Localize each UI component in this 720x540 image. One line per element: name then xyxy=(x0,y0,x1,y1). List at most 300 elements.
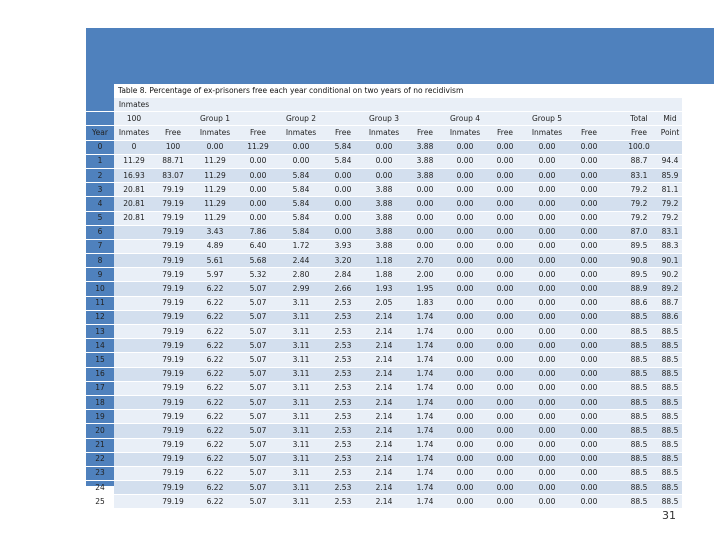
table-cell: 3.88 xyxy=(362,211,406,225)
header-band xyxy=(86,28,714,84)
table-cell: 5.32 xyxy=(238,268,278,282)
header-cell: Free xyxy=(238,126,278,140)
table-cell xyxy=(608,481,620,495)
table-cell: 21 xyxy=(86,438,114,452)
table-cell: 7 xyxy=(86,239,114,253)
table-cell xyxy=(114,296,154,310)
table-cell: 0.00 xyxy=(524,254,570,268)
table-cell: 0.00 xyxy=(486,296,524,310)
table-cell: 11.29 xyxy=(114,154,154,168)
table-cell: 100.0 xyxy=(620,140,658,154)
table-row xyxy=(86,310,682,324)
table-cell xyxy=(114,367,154,381)
table-cell: 0.00 xyxy=(406,183,444,197)
table-cell: 3.11 xyxy=(278,353,324,367)
table-cell: 0.00 xyxy=(444,296,486,310)
table-cell xyxy=(114,466,154,480)
table-cell: 2.53 xyxy=(324,339,362,353)
table-cell: 88.5 xyxy=(658,438,682,452)
header-cell: Group 4 xyxy=(444,112,486,126)
table-row xyxy=(86,282,682,296)
table-cell: 20.81 xyxy=(114,197,154,211)
header-cell xyxy=(362,98,406,112)
table-cell: 0.00 xyxy=(362,154,406,168)
table-cell: 0.00 xyxy=(486,197,524,211)
table-cell: 0.00 xyxy=(444,481,486,495)
table-cell: 0.00 xyxy=(444,282,486,296)
header-cell: Group 2 xyxy=(278,112,324,126)
table-cell: 79.19 xyxy=(154,367,192,381)
header-cell xyxy=(154,112,192,126)
table-cell: 6.22 xyxy=(192,481,238,495)
header-cell: Inmates xyxy=(524,126,570,140)
header-cell: Free xyxy=(486,126,524,140)
header-cell: Year xyxy=(86,126,114,140)
table-cell: 85.9 xyxy=(658,168,682,182)
table-cell: 1.74 xyxy=(406,495,444,509)
table-cell: 2.53 xyxy=(324,410,362,424)
table-cell: 0.00 xyxy=(406,197,444,211)
table-cell: 5.07 xyxy=(238,495,278,509)
table-cell: 0.00 xyxy=(524,197,570,211)
table-cell xyxy=(114,495,154,509)
table-cell: 0.00 xyxy=(406,239,444,253)
table-row xyxy=(86,353,682,367)
table-cell: 6.22 xyxy=(192,424,238,438)
table-cell xyxy=(658,140,682,154)
table-cell: 25 xyxy=(86,495,114,509)
table-cell: 1.74 xyxy=(406,466,444,480)
table-cell: 6.22 xyxy=(192,495,238,509)
table-cell xyxy=(608,452,620,466)
table-cell: 79.19 xyxy=(154,410,192,424)
table-cell: 0.00 xyxy=(524,395,570,409)
table-cell: 0.00 xyxy=(486,395,524,409)
table-cell: 1.74 xyxy=(406,481,444,495)
table-cell: 2.14 xyxy=(362,395,406,409)
table-cell: 0.00 xyxy=(524,225,570,239)
table-cell: 6.22 xyxy=(192,310,238,324)
table-cell: 0.00 xyxy=(444,395,486,409)
table-cell: 0.00 xyxy=(570,424,608,438)
table-cell xyxy=(608,140,620,154)
table-cell xyxy=(608,296,620,310)
table-cell: 0.00 xyxy=(570,325,608,339)
table-cell xyxy=(114,424,154,438)
table-cell: 1.74 xyxy=(406,410,444,424)
table-cell: 4 xyxy=(86,197,114,211)
header-cell xyxy=(486,112,524,126)
table-cell: 0 xyxy=(114,140,154,154)
table-cell: 88.5 xyxy=(658,410,682,424)
table-cell: 3.88 xyxy=(362,183,406,197)
table-cell xyxy=(608,438,620,452)
table-cell: 5.97 xyxy=(192,268,238,282)
table-row xyxy=(86,438,682,452)
table-cell: 79.19 xyxy=(154,310,192,324)
table-cell: 3.20 xyxy=(324,254,362,268)
table-cell: 0.00 xyxy=(362,140,406,154)
table-cell: 6 xyxy=(86,225,114,239)
table-cell: 3.88 xyxy=(362,225,406,239)
table-cell: 4.89 xyxy=(192,239,238,253)
table-cell: 1.74 xyxy=(406,367,444,381)
table-cell: 15 xyxy=(86,353,114,367)
table-row xyxy=(86,197,682,211)
table-cell: 2.14 xyxy=(362,424,406,438)
table-cell xyxy=(114,325,154,339)
table-cell: 0.00 xyxy=(444,466,486,480)
table-cell xyxy=(608,254,620,268)
table-cell: 88.5 xyxy=(620,339,658,353)
table-cell: 0.00 xyxy=(524,168,570,182)
table-cell: 5.07 xyxy=(238,381,278,395)
table-cell: 90.2 xyxy=(658,268,682,282)
table-cell: 0.00 xyxy=(486,424,524,438)
table-cell: 5.07 xyxy=(238,424,278,438)
table-cell: 3.11 xyxy=(278,339,324,353)
table-cell: 0.00 xyxy=(238,197,278,211)
table-row xyxy=(86,211,682,225)
table-row xyxy=(86,239,682,253)
data-table-container xyxy=(86,98,682,509)
table-cell: 0.00 xyxy=(524,438,570,452)
table-cell: 0.00 xyxy=(444,254,486,268)
table-cell: 0.00 xyxy=(486,154,524,168)
table-cell: 0.00 xyxy=(238,211,278,225)
table-cell: 88.5 xyxy=(658,452,682,466)
table-cell: 88.5 xyxy=(658,325,682,339)
data-table xyxy=(86,98,682,509)
table-cell xyxy=(114,381,154,395)
table-cell: 2.53 xyxy=(324,296,362,310)
table-cell: 0.00 xyxy=(486,481,524,495)
table-cell: 2.80 xyxy=(278,268,324,282)
table-cell: 0.00 xyxy=(524,339,570,353)
table-cell: 88.5 xyxy=(620,353,658,367)
table-cell: 12 xyxy=(86,310,114,324)
table-cell: 0.00 xyxy=(444,140,486,154)
table-row xyxy=(86,481,682,495)
header-cell: Inmates xyxy=(278,126,324,140)
table-cell: 0.00 xyxy=(486,282,524,296)
table-cell: 0.00 xyxy=(570,154,608,168)
table-cell: 0.00 xyxy=(486,225,524,239)
table-cell: 3.11 xyxy=(278,395,324,409)
table-cell: 0.00 xyxy=(570,225,608,239)
table-cell: 0.00 xyxy=(524,367,570,381)
table-cell xyxy=(114,395,154,409)
table-cell: 0.00 xyxy=(570,395,608,409)
table-cell: 88.6 xyxy=(658,310,682,324)
header-cell: Inmates xyxy=(362,126,406,140)
table-cell: 18 xyxy=(86,395,114,409)
table-cell: 87.0 xyxy=(620,225,658,239)
table-cell: 2.84 xyxy=(324,268,362,282)
table-cell: 5.07 xyxy=(238,395,278,409)
table-cell: 79.19 xyxy=(154,466,192,480)
table-cell: 2.14 xyxy=(362,438,406,452)
table-cell: 2.14 xyxy=(362,410,406,424)
table-cell: 79.19 xyxy=(154,353,192,367)
table-cell: 88.5 xyxy=(620,410,658,424)
table-cell: 89.2 xyxy=(658,282,682,296)
table-cell: 88.5 xyxy=(620,381,658,395)
table-cell: 79.2 xyxy=(620,183,658,197)
table-cell: 88.5 xyxy=(658,367,682,381)
table-cell: 2.53 xyxy=(324,310,362,324)
table-cell xyxy=(608,325,620,339)
header-cell xyxy=(86,112,114,126)
table-cell xyxy=(608,239,620,253)
table-cell: 2.53 xyxy=(324,452,362,466)
table-cell: 3.11 xyxy=(278,452,324,466)
table-cell: 2.53 xyxy=(324,381,362,395)
table-cell: 20.81 xyxy=(114,211,154,225)
table-cell: 2 xyxy=(86,168,114,182)
table-cell xyxy=(608,154,620,168)
table-cell: 6.22 xyxy=(192,452,238,466)
table-cell: 5.68 xyxy=(238,254,278,268)
table-cell: 88.5 xyxy=(658,395,682,409)
table-row xyxy=(86,296,682,310)
table-cell xyxy=(114,225,154,239)
table-row xyxy=(86,424,682,438)
table-row xyxy=(86,168,682,182)
table-cell: 2.14 xyxy=(362,353,406,367)
table-cell: 79.19 xyxy=(154,424,192,438)
table-cell: 1.74 xyxy=(406,452,444,466)
table-cell: 11.29 xyxy=(192,183,238,197)
table-cell: 1.95 xyxy=(406,282,444,296)
table-cell: 0.00 xyxy=(524,452,570,466)
table-cell: 0.00 xyxy=(486,466,524,480)
table-cell: 5 xyxy=(86,211,114,225)
header-cell: Total xyxy=(620,112,658,126)
table-cell: 1.74 xyxy=(406,381,444,395)
table-cell: 3.11 xyxy=(278,296,324,310)
table-cell: 0.00 xyxy=(278,154,324,168)
table-cell: 5.61 xyxy=(192,254,238,268)
table-cell: 88.5 xyxy=(620,310,658,324)
header-cell xyxy=(406,98,444,112)
table-cell: 88.5 xyxy=(620,438,658,452)
header-cell: Inmates xyxy=(114,126,154,140)
table-cell: 6.22 xyxy=(192,367,238,381)
table-cell xyxy=(114,339,154,353)
table-cell xyxy=(114,410,154,424)
table-cell: 11.29 xyxy=(238,140,278,154)
table-cell: 0.00 xyxy=(570,381,608,395)
table-cell: 83.1 xyxy=(658,225,682,239)
header-cell: Group 3 xyxy=(362,112,406,126)
table-cell: 2.53 xyxy=(324,424,362,438)
header-cell: Group 1 xyxy=(192,112,238,126)
table-cell: 6.22 xyxy=(192,282,238,296)
table-cell: 79.19 xyxy=(154,452,192,466)
table-cell: 0.00 xyxy=(570,140,608,154)
table-cell: 0.00 xyxy=(406,225,444,239)
header-cell xyxy=(608,126,620,140)
table-cell: 11 xyxy=(86,296,114,310)
table-cell: 0.00 xyxy=(570,183,608,197)
table-cell: 88.5 xyxy=(658,466,682,480)
table-cell xyxy=(114,438,154,452)
table-row xyxy=(86,268,682,282)
table-cell: 6.22 xyxy=(192,395,238,409)
table-cell: 6.40 xyxy=(238,239,278,253)
header-cell: Free xyxy=(406,126,444,140)
table-cell: 0.00 xyxy=(524,381,570,395)
table-cell: 0.00 xyxy=(570,438,608,452)
header-cell xyxy=(570,112,608,126)
table-cell xyxy=(608,225,620,239)
table-cell: 6.22 xyxy=(192,339,238,353)
table-cell: 5.07 xyxy=(238,310,278,324)
table-cell: 6.22 xyxy=(192,296,238,310)
table-cell: 0.00 xyxy=(524,154,570,168)
table-cell: 79.2 xyxy=(658,197,682,211)
table-cell: 79.19 xyxy=(154,239,192,253)
table-cell xyxy=(608,495,620,509)
table-title: Table 8. Percentage of ex-prisoners free each year conditional on two years of no recidivism xyxy=(118,86,464,95)
table-cell: 2.14 xyxy=(362,310,406,324)
table-cell: 2.53 xyxy=(324,367,362,381)
table-cell: 0.00 xyxy=(324,225,362,239)
table-row xyxy=(86,381,682,395)
table-cell: 0.00 xyxy=(444,339,486,353)
table-cell: 3.88 xyxy=(362,197,406,211)
table-cell: 0.00 xyxy=(362,168,406,182)
table-cell: 0.00 xyxy=(524,140,570,154)
table-cell: 2.14 xyxy=(362,381,406,395)
table-cell: 0.00 xyxy=(570,481,608,495)
table-cell: 11.29 xyxy=(192,197,238,211)
table-cell: 8 xyxy=(86,254,114,268)
table-cell: 1.88 xyxy=(362,268,406,282)
table-cell: 1.74 xyxy=(406,339,444,353)
table-cell: 0.00 xyxy=(524,481,570,495)
table-cell: 1.74 xyxy=(406,395,444,409)
table-row xyxy=(86,325,682,339)
table-cell: 0.00 xyxy=(570,339,608,353)
table-cell: 0.00 xyxy=(486,339,524,353)
header-cell: 100 xyxy=(114,112,154,126)
table-cell: 1.93 xyxy=(362,282,406,296)
table-cell: 3.43 xyxy=(192,225,238,239)
table-cell: 2.14 xyxy=(362,452,406,466)
table-cell: 0.00 xyxy=(524,466,570,480)
table-cell xyxy=(114,310,154,324)
table-cell: 0.00 xyxy=(570,282,608,296)
table-cell: 2.00 xyxy=(406,268,444,282)
table-cell: 3.11 xyxy=(278,381,324,395)
table-cell: 3.11 xyxy=(278,410,324,424)
table-cell: 3.11 xyxy=(278,310,324,324)
table-cell: 79.19 xyxy=(154,268,192,282)
table-cell: 2.53 xyxy=(324,495,362,509)
table-cell: 79.19 xyxy=(154,481,192,495)
table-cell: 6.22 xyxy=(192,410,238,424)
table-cell: 79.2 xyxy=(620,211,658,225)
table-cell: 0.00 xyxy=(324,183,362,197)
table-cell: 0.00 xyxy=(486,367,524,381)
table-cell: 0.00 xyxy=(570,466,608,480)
table-cell: 88.5 xyxy=(658,424,682,438)
table-cell: 5.07 xyxy=(238,481,278,495)
table-cell: 0.00 xyxy=(486,268,524,282)
page-number: 31 xyxy=(662,509,676,522)
table-cell: 79.19 xyxy=(154,197,192,211)
table-cell: 0.00 xyxy=(444,410,486,424)
header-cell xyxy=(524,98,570,112)
table-cell: 88.5 xyxy=(658,495,682,509)
header-cell xyxy=(192,98,238,112)
table-cell: 2.05 xyxy=(362,296,406,310)
table-cell: 0.00 xyxy=(486,495,524,509)
table-cell xyxy=(608,339,620,353)
table-cell: 5.07 xyxy=(238,296,278,310)
table-cell: 6.22 xyxy=(192,353,238,367)
table-cell xyxy=(608,424,620,438)
header-cell: Point xyxy=(658,126,682,140)
table-cell: 3.11 xyxy=(278,481,324,495)
table-cell: 0.00 xyxy=(570,254,608,268)
table-cell: 0.00 xyxy=(524,310,570,324)
table-cell: 2.66 xyxy=(324,282,362,296)
table-cell xyxy=(608,282,620,296)
table-row xyxy=(86,466,682,480)
table-cell: 1 xyxy=(86,154,114,168)
table-cell: 88.5 xyxy=(620,452,658,466)
table-cell: 100 xyxy=(154,140,192,154)
table-cell: 88.9 xyxy=(620,282,658,296)
table-cell: 79.19 xyxy=(154,395,192,409)
table-cell xyxy=(608,353,620,367)
table-cell xyxy=(608,395,620,409)
header-cell: Free xyxy=(620,126,658,140)
table-cell xyxy=(608,168,620,182)
table-cell: 5.84 xyxy=(278,211,324,225)
table-row xyxy=(86,367,682,381)
table-cell: 0.00 xyxy=(486,353,524,367)
table-row xyxy=(86,410,682,424)
table-cell: 0.00 xyxy=(486,239,524,253)
table-cell: 0.00 xyxy=(570,367,608,381)
table-cell: 3.88 xyxy=(406,168,444,182)
table-cell xyxy=(608,310,620,324)
table-cell: 88.5 xyxy=(620,325,658,339)
table-cell: 3.11 xyxy=(278,424,324,438)
table-cell: 0.00 xyxy=(486,438,524,452)
table-cell: 0.00 xyxy=(444,452,486,466)
table-cell: 5.07 xyxy=(238,452,278,466)
table-cell: 79.19 xyxy=(154,211,192,225)
table-cell: 3.11 xyxy=(278,466,324,480)
table-cell: 0.00 xyxy=(570,197,608,211)
table-cell: 0.00 xyxy=(486,325,524,339)
table-cell: 0.00 xyxy=(238,168,278,182)
table-cell: 2.53 xyxy=(324,466,362,480)
table-cell xyxy=(114,353,154,367)
table-cell: 0.00 xyxy=(444,154,486,168)
header-cell xyxy=(238,98,278,112)
header-cell: Free xyxy=(324,126,362,140)
table-cell: 2.44 xyxy=(278,254,324,268)
table-cell xyxy=(608,183,620,197)
table-cell: 0.00 xyxy=(524,410,570,424)
table-cell: 88.6 xyxy=(620,296,658,310)
